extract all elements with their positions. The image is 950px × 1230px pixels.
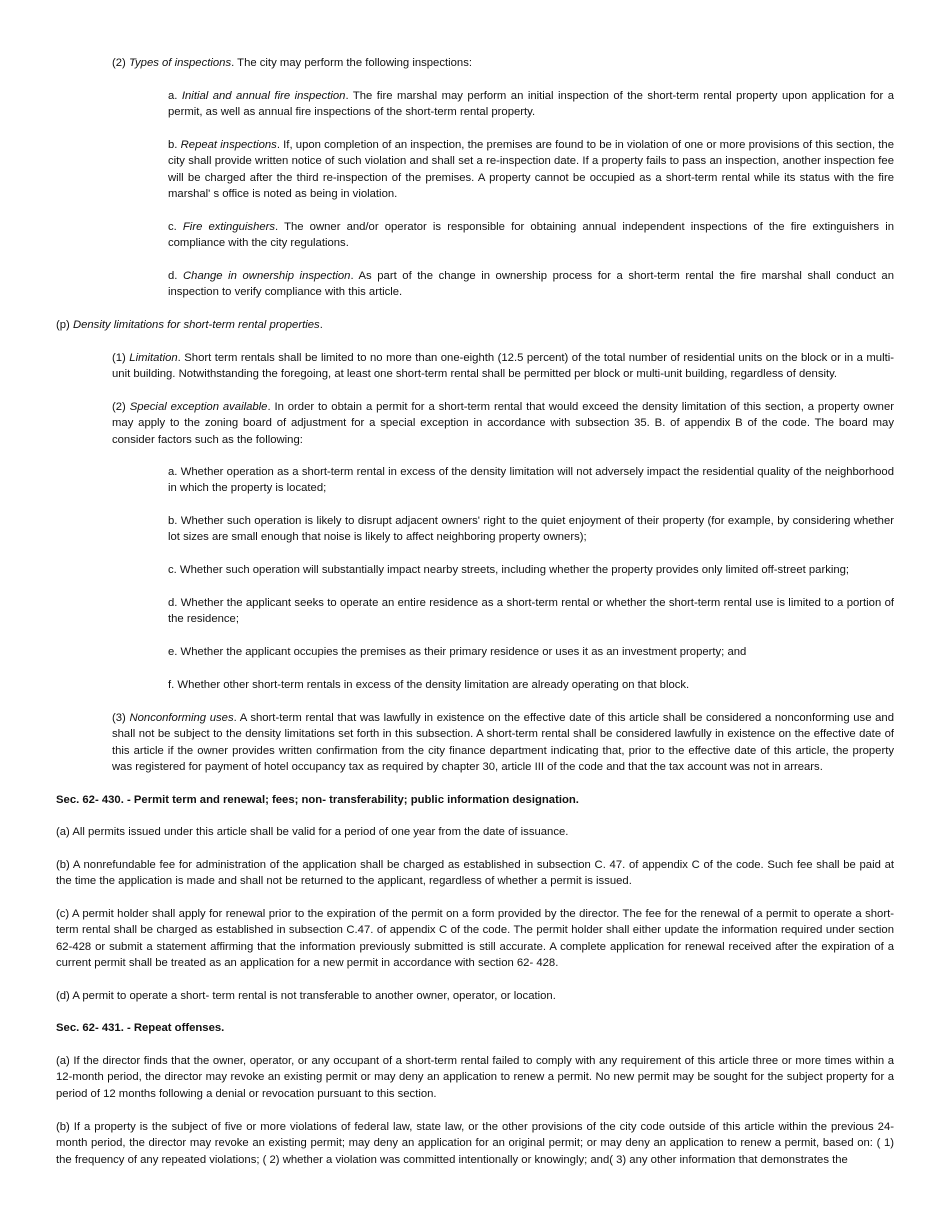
subsection-o2-types-of-inspections: (2) Types of inspections. The city may perform the following inspections: (112, 57, 472, 69)
section-62-430-d: (d) A permit to operate a short- term rental is not transferable to another owner, operator, or location. (56, 990, 556, 1002)
factor-d: d. Whether the applicant seeks to operate an entire residence as a short-term rental or whether the short-term rental use is limited to a portion of the residence; (168, 597, 894, 626)
item-o2c-fire-extinguishers: c. Fire extinguishers. The owner and/or operator is responsible for obtaining annual independent inspections of the fire extinguishers in compliance with the city regulations. (168, 221, 894, 250)
item-p2-special-exception: (2) Special exception available. In order to obtain a permit for a short-term rental that would exceed the density limitation of this section, a property owner may apply to the zoning board of adjustment for a special exception in accordance with subsection 35. B. of appendix B of the code. The board may consider factors such as the following: (112, 401, 894, 446)
section-heading-62-431: Sec. 62- 431. - Repeat offenses. (56, 1022, 225, 1034)
subsection-p-density-limitations: (p) Density limitations for short-term rental properties. (56, 319, 323, 331)
factor-a: a. Whether operation as a short-term rental in excess of the density limitation will not adversely impact the residential quality of the neighborhood in which the property is located; (168, 466, 894, 495)
factor-c: c. Whether such operation will substantially impact nearby streets, including whether the property provides only limited off-street parking; (168, 564, 850, 576)
section-62-430-b: (b) A nonrefundable fee for administration of the application shall be charged as established in subsection C. 47. of appendix C of the code. Such fee shall be paid at the time the application is made and shall not be returned to the applicant, regardless of whether a permit is issued. (56, 859, 894, 888)
heading-italic: Nonconforming uses (129, 712, 234, 724)
item-p1-limitation: (1) Limitation. Short term rentals shall be limited to no more than one-eighth (12.5 percent) of the total number of residential units on the block or in a multi-unit building. Notwithstanding the foregoing, at least one short-term rental shall be permitted per block or multi-unit building, regardless of density. (112, 352, 894, 381)
heading-italic: Repeat inspections (180, 139, 277, 151)
item-o2d-change-in-ownership: d. Change in ownership inspection. As part of the change in ownership process for a short-term rental the fire marshal shall conduct an inspection to verify compliance with this article. (168, 270, 894, 299)
section-62-431-a: (a) If the director finds that the owner, operator, or any occupant of a short-term rental failed to comply with any requirement of this article three or more times within a 12-month period, the director may revoke an existing permit or may deny an application to renew a permit. No new permit may be sought for the subject property for a period of 12 months following a denial or revocation pursuant to this section. (56, 1055, 894, 1100)
heading-italic: Types of inspections (128, 57, 232, 69)
heading-italic: Initial and annual fire inspection (181, 90, 346, 102)
heading-italic: Special exception available (129, 401, 268, 413)
heading-italic: Change in ownership inspection (183, 270, 351, 282)
heading-italic: Fire extinguishers (182, 221, 276, 233)
section-62-431-b: (b) If a property is the subject of five or more violations of federal law, state law, or the other provisions of the city code outside of this article within the previous 24-month period, the director may revoke an existing permit; may deny an application for an original permit; or may deny an application to renew a permit, based on: ( 1) the frequency of any repeated violations; ( 2) whether a violation was committed intentionally or knowingly; and( 3) any other information that demonstrates the (56, 1121, 894, 1166)
factor-b: b. Whether such operation is likely to disrupt adjacent owners' right to the quiet enjoyment of their property (for example, by considering whether lot sizes are small enough that noise is likely to affect neighboring property owners); (168, 515, 894, 544)
heading-italic: Limitation (129, 352, 178, 364)
factor-f: f. Whether other short-term rentals in excess of the density limitation are already operating on that block. (168, 679, 690, 691)
section-heading-62-430: Sec. 62- 430. - Permit term and renewal; fees; non- transferability; public information designation. (56, 794, 579, 806)
heading-italic: Density limitations for short-term rental properties (72, 319, 320, 331)
item-o2a-initial-fire-inspection: a. Initial and annual fire inspection. The fire marshal may perform an initial inspection of the short-term rental property upon application for a permit, as well as annual fire inspections of the short-term rental property. (168, 90, 895, 119)
factor-e: e. Whether the applicant occupies the premises as their primary residence or uses it as an investment property; and (168, 646, 747, 658)
item-o2b-repeat-inspections: b. Repeat inspections. If, upon completion of an inspection, the premises are found to be in violation of one or more provisions of this section, the city shall provide written notice of such violation and shall set a re-inspection date. If a property fails to pass an inspection, another inspection fee will be charged after the third re-inspection of the premises. A property cannot be occupied as a short-term rental while its status with the fire marshal' s office is noted as being in violation. (168, 139, 894, 201)
item-p3-nonconforming-uses: (3) Nonconforming uses. A short-term rental that was lawfully in existence on the effective date of this article shall be considered a nonconforming use and shall not be subject to the density limitations set forth in this subsection. A short-term rental shall be considered lawfully in existence on the effective date of this article if the owner provides written confirmation from the city finance department indicating that, prior to the effective date of this article, the property was registered for payment of hotel occupancy tax as required by chapter 30, article III of the code and that the tax account was not in arrears. (112, 712, 894, 774)
section-62-430-c: (c) A permit holder shall apply for renewal prior to the expiration of the permit on a form provided by the director. The fee for the renewal of a permit to operate a short-term rental shall be charged as established in subsection C.47. of appendix C of the code. The permit holder shall either update the information required under section 62-428 or submit a statement affirming that the information previously submitted is still accurate. A complete application for renewal received after the expiration of a current permit shall be treated as an application for a new permit in accordance with section 62- 428. (56, 908, 894, 970)
section-62-430-a: (a) All permits issued under this article shall be valid for a period of one year from the date of issuance. (56, 826, 569, 838)
